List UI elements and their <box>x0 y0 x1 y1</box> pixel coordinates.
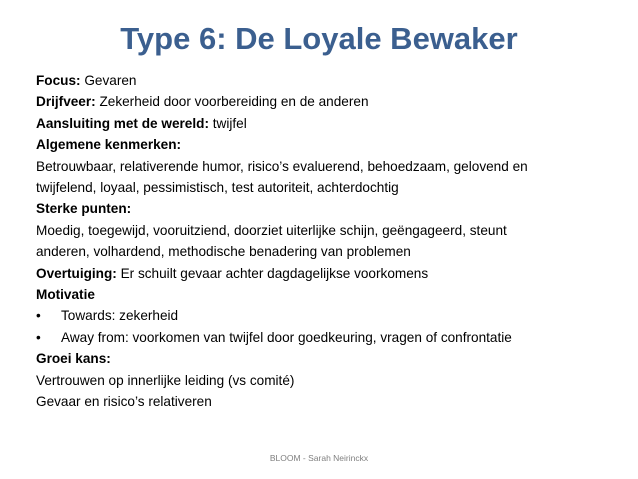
motivatie-away-text: Away from: voorkomen van twijfel door goedkeuring, vragen of confrontatie <box>61 329 512 345</box>
motivatie-away-item <box>36 327 596 348</box>
overtuiging-line <box>36 263 596 284</box>
groei-label: Groei kans: <box>36 351 111 367</box>
slide-title: Type 6: De Loyale Bewaker <box>120 21 518 56</box>
kenmerken-line-2: twijfelend, loyaal, pessimistisch, test autoriteit, achterdochtig <box>36 180 399 196</box>
groei-line-2: Gevaar en risico’s relativeren <box>36 394 212 410</box>
overtuiging-value: Er schuilt gevaar achter dagdagelijkse voorkomens <box>116 265 429 281</box>
slide-footer: BLOOM - Sarah Neirinckx <box>269 453 369 463</box>
kenmerken-label: Algemene kenmerken: <box>36 137 182 153</box>
focus-value: Gevaren <box>80 73 137 88</box>
sterke-punten-line-1: Moedig, toegewijd, vooruitziend, doorziet uiterlijke schijn, geëngageerd, steunt <box>36 222 507 238</box>
sterke-punten-label: Sterke punten: <box>36 201 132 217</box>
motivatie-label: Motivatie <box>36 287 95 303</box>
groei-line-1: Vertrouwen op innerlijke leiding (vs comité) <box>36 372 295 388</box>
focus-label: Focus: <box>36 73 81 88</box>
kenmerken-line-1: Betrouwbaar, relativerende humor, risico’s evaluerend, behoedzaam, gelovend en <box>36 158 528 174</box>
aansluiting-line <box>36 113 596 134</box>
focus-line <box>36 70 596 91</box>
aansluiting-label: Aansluiting met de wereld: <box>36 115 209 131</box>
bullet-icon: • <box>36 308 41 324</box>
bullet-icon: • <box>36 329 41 345</box>
drijfveer-value: Zekerheid door voorbereiding en de anderen <box>95 94 369 110</box>
motivatie-towards-item <box>36 305 596 326</box>
drijfveer-label: Drijfveer: <box>36 94 96 110</box>
drijfveer-line <box>36 91 596 112</box>
aansluiting-value: twijfel <box>208 115 247 131</box>
motivatie-towards-text: Towards: zekerheid <box>61 308 179 324</box>
slide-body <box>36 70 596 413</box>
sterke-punten-line-2: anderen, volhardend, methodische benadering van problemen <box>36 244 411 260</box>
overtuiging-label: Overtuiging: <box>36 265 117 281</box>
